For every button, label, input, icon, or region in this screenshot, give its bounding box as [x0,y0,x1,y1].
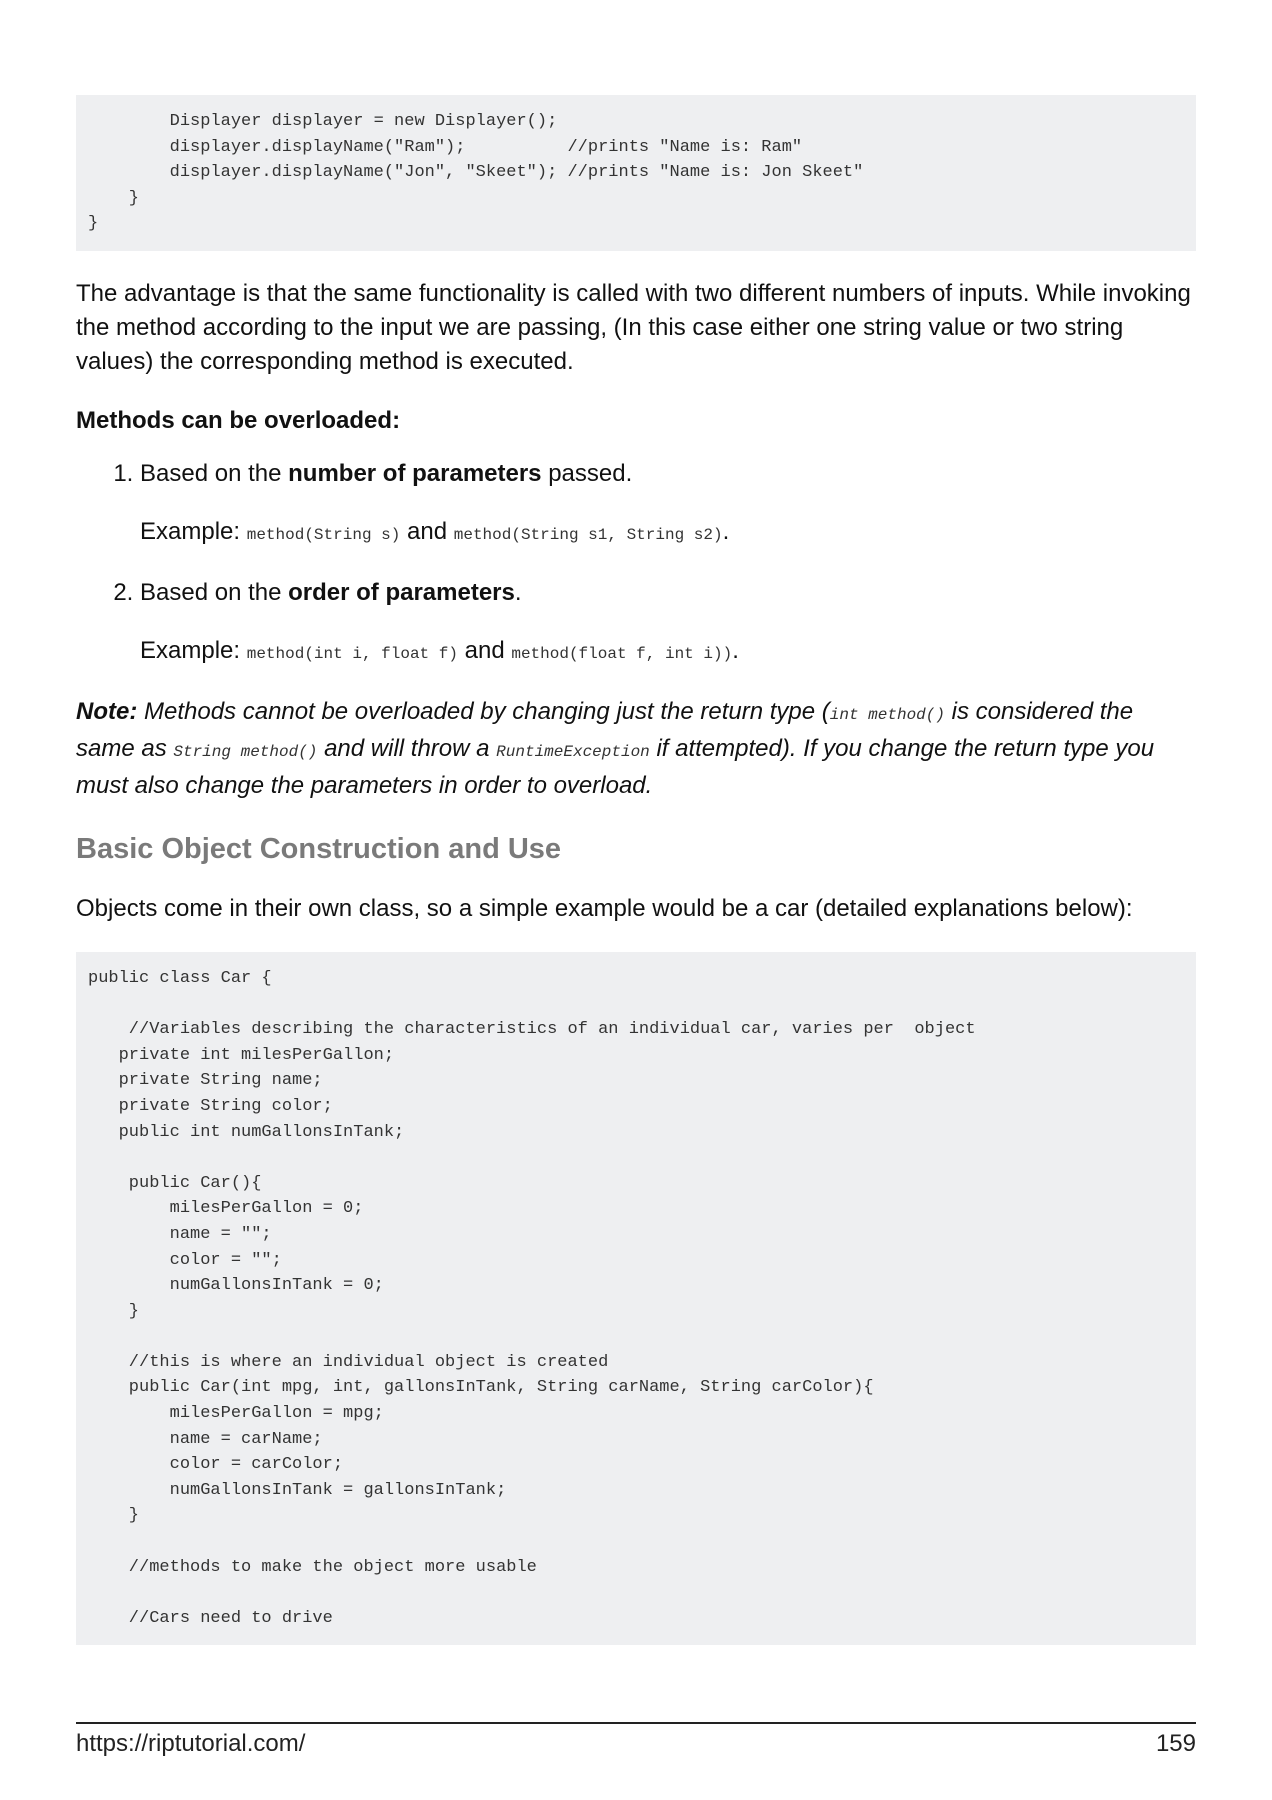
example-line [140,515,1196,552]
footer-url-link[interactable]: https://riptutorial.com/ [76,1730,306,1757]
example-end: . [722,517,730,545]
list-item-suffix: . [514,578,522,606]
example-label: Example: [140,636,247,664]
overload-list [76,457,1196,671]
example-connector: and [457,636,512,664]
paragraph-objects: Objects come in their own class, so a simple example would be a car (detailed explanations below): [76,894,1133,922]
example-end: . [732,636,739,664]
code-block-displayer: Displayer displayer = new Displayer(); displayer.displayName("Ram"); //prints "Name is: Ram" displayer.displayName("Jon", "Skeet"); //prints "Name is: Jon Skeet" } } [76,95,1196,251]
example-code-1: method(int i, float f) [246,644,458,663]
list-item [140,576,1196,671]
page-content [76,95,1196,1645]
note-code: int method() [829,705,945,724]
page-number: 159 [1155,1730,1196,1757]
list-item-bold: order of parameters [288,578,515,606]
note-label: Note: [76,697,138,725]
example-code-1: method(String s) [246,525,401,544]
note-code: String method() [173,742,318,761]
note-text: Methods cannot be overloaded by changing just the return type ( [137,697,830,725]
list-item [140,457,1196,552]
list-item-bold: number of parameters [288,459,542,487]
note-text: is considered the same as [76,697,1134,762]
example-connector: and [400,517,454,545]
note-text: if attempted). If you change the return type you must also change the parameters in order to overload. [76,734,1155,799]
paragraph-advantage: The advantage is that the same functionality is called with two different numbers of inputs. While invoking the method according to the input we are passing, (In this case either one string value or two string values) the corresponding method is executed. [76,279,1191,375]
code-block-car: public class Car { //Variables describing the characteristics of an individual car, varies per object private int milesPerGallon; private String name; private String color; public int numGallonsInTank; public Car(){ milesPerGallon = 0; name = ""; color = ""; numGallonsInTank = 0; } //this is where an individual object is created public Car(int mpg, int, gallonsInTank, String carName, String carColor){ milesPerGallon = mpg; name = carName; color = carColor; numGallonsInTank = gallonsInTank; } //methods to make the object more usable //Cars need to drive [76,952,1196,1645]
overload-heading: Methods can be overloaded: [76,406,401,434]
note-paragraph [76,695,1196,803]
list-item-suffix: passed. [541,459,633,487]
example-code-2: method(float f, int i)) [511,644,733,663]
section-title: Basic Object Construction and Use [76,832,562,865]
example-code-2: method(String s1, String s2) [453,525,723,544]
footer-divider [76,1722,1196,1724]
note-text: and will throw a [317,734,497,762]
example-line [140,634,1196,671]
note-code: RuntimeException [496,742,650,761]
list-item-prefix: Based on the [140,459,289,487]
example-label: Example: [140,517,247,545]
list-item-prefix: Based on the [140,578,289,606]
